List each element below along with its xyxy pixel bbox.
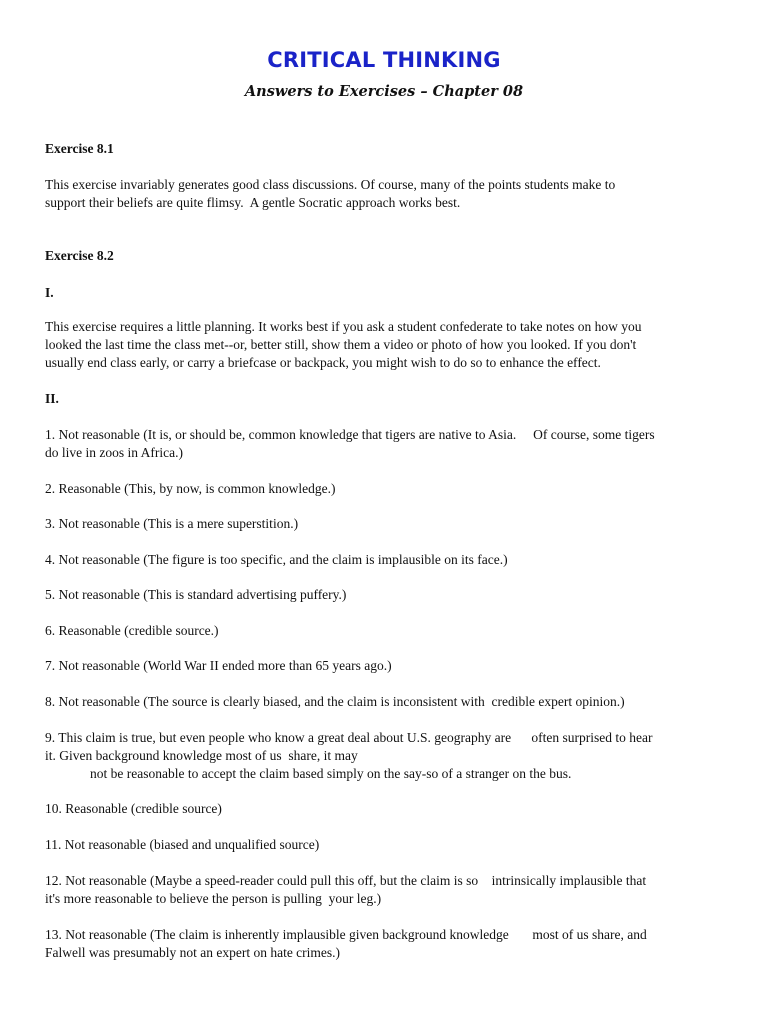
part-one-label: I. xyxy=(45,285,54,300)
answer-line: Falwell was presumably not an expert on hate crimes.) xyxy=(45,945,341,960)
answer-item-8 xyxy=(45,693,735,711)
answer-item-9 xyxy=(45,729,735,783)
exercise-8-1-heading: Exercise 8.1 xyxy=(45,141,114,156)
answer-item-13 xyxy=(45,926,735,962)
answer-item-1 xyxy=(45,426,735,462)
answer-line: 6. Reasonable (credible source.) xyxy=(45,623,219,638)
answer-line: 12. Not reasonable (Maybe a speed-reader could pull this off, but the claim is so intrinsically implausible that xyxy=(45,873,647,888)
answer-line: 13. Not reasonable (The claim is inherently implausible given background knowledge most of us share, and xyxy=(45,927,647,942)
paragraph-line: usually end class early, or carry a briefcase or backpack, you might wish to do so to enhance the effect. xyxy=(45,355,601,370)
answer-item-5 xyxy=(45,586,735,604)
answer-line: it's more reasonable to believe the person is pulling your leg.) xyxy=(45,891,382,906)
paragraph-line: This exercise requires a little planning. It works best if you ask a student confederate to take notes on how you xyxy=(45,319,642,334)
paragraph-line: looked the last time the class met--or, better still, show them a video or photo of how you looked. If you don't xyxy=(45,337,637,352)
answer-item-2 xyxy=(45,480,735,498)
answer-item-10 xyxy=(45,800,735,818)
answer-item-11 xyxy=(45,836,735,854)
answer-line: 7. Not reasonable (World War II ended more than 65 years ago.) xyxy=(45,658,392,673)
answer-line: do live in zoos in Africa.) xyxy=(45,445,183,460)
answer-line: 9. This claim is true, but even people who know a great deal about U.S. geography are often surprised to hear xyxy=(45,730,653,745)
paragraph-line: support their beliefs are quite flimsy. A gentle Socratic approach works best. xyxy=(45,195,461,210)
answer-item-3 xyxy=(45,515,735,533)
answer-line: 4. Not reasonable (The figure is too specific, and the claim is implausible on its face.) xyxy=(45,552,508,567)
document-subtitle: Answers to Exercises – Chapter 08 xyxy=(244,83,524,100)
exercise-8-1-paragraph xyxy=(45,176,735,212)
paragraph-line: This exercise invariably generates good class discussions. Of course, many of the points students make to xyxy=(45,177,616,192)
answer-item-12 xyxy=(45,872,735,908)
answer-item-4 xyxy=(45,551,735,569)
answer-item-7 xyxy=(45,657,735,675)
answer-line: it. Given background knowledge most of us share, it may xyxy=(45,748,358,763)
answer-line: 3. Not reasonable (This is a mere superstition.) xyxy=(45,516,299,531)
part-two-label: II. xyxy=(45,391,59,406)
answer-line: 1. Not reasonable (It is, or should be, common knowledge that tigers are native to Asia. Of course, some tigers xyxy=(45,427,655,442)
answer-line: 2. Reasonable (This, by now, is common knowledge.) xyxy=(45,481,336,496)
answer-line: 5. Not reasonable (This is standard advertising puffery.) xyxy=(45,587,347,602)
part-one-paragraph xyxy=(45,318,735,372)
exercise-8-2-heading: Exercise 8.2 xyxy=(45,248,114,263)
answer-item-6 xyxy=(45,622,735,640)
answer-line: 11. Not reasonable (biased and unqualified source) xyxy=(45,837,320,852)
answer-line: not be reasonable to accept the claim based simply on the say-so of a stranger on the bus. xyxy=(90,766,572,781)
answer-line: 10. Reasonable (credible source) xyxy=(45,801,222,816)
answer-line: 8. Not reasonable (The source is clearly biased, and the claim is inconsistent with credible expert opinion.) xyxy=(45,694,625,709)
document-title: CRITICAL THINKING xyxy=(267,48,501,72)
